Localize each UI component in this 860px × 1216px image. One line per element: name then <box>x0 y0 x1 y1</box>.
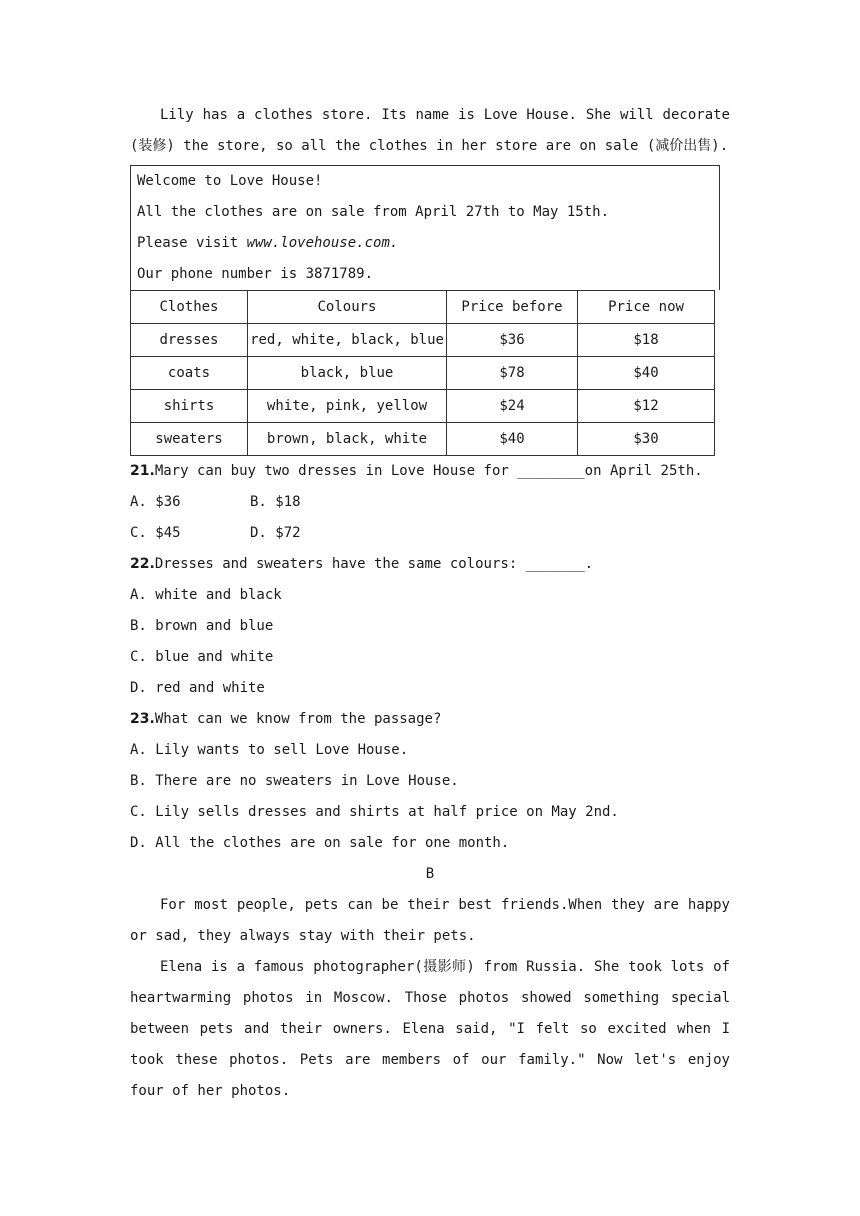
notice-welcome: Welcome to Love House! <box>137 173 323 189</box>
notice-url[interactable]: www.lovehouse.com. <box>246 235 399 251</box>
table-cell: sweaters <box>131 423 248 456</box>
option-c[interactable]: C. Lily sells dresses and shirts at half price on May 2nd. <box>130 804 619 820</box>
table-header: Price before <box>447 291 578 324</box>
table-cell: $18 <box>578 324 715 357</box>
document-page <box>130 100 730 1107</box>
table-row <box>131 423 715 456</box>
option-b[interactable]: B. There are no sweaters in Love House. <box>130 773 459 789</box>
option-b[interactable]: B. brown and blue <box>130 618 274 634</box>
table-cell: white, pink, yellow <box>248 390 447 423</box>
store-notice <box>130 165 720 290</box>
option-d[interactable]: D. All the clothes are on sale for one month. <box>130 835 510 851</box>
question-text: What can we know from the passage? <box>154 711 442 727</box>
option-c[interactable]: C. $45 <box>130 525 181 541</box>
question-number: 22. <box>130 556 155 572</box>
question-number: 21. <box>130 463 155 479</box>
notice-visit <box>137 228 719 259</box>
question-22 <box>130 549 730 580</box>
intro-paragraph: Lily has a clothes store. Its name is Love House. She will decorate (装修) the store, so all the clothes in her store are on sale (减价出售). <box>130 107 730 154</box>
option-d[interactable]: D. red and white <box>130 680 265 696</box>
price-table <box>130 290 715 456</box>
section-heading: B <box>425 866 435 882</box>
table-row <box>131 357 715 390</box>
table-row <box>131 390 715 423</box>
table-cell: $78 <box>447 357 578 390</box>
question-21 <box>130 456 730 487</box>
table-header: Price now <box>578 291 715 324</box>
table-cell: $36 <box>447 324 578 357</box>
option-c[interactable]: C. blue and white <box>130 649 274 665</box>
question-text: Mary can buy two dresses in Love House for ________on April 25th. <box>154 463 703 479</box>
table-header-row <box>131 291 715 324</box>
table-cell: brown, black, white <box>248 423 447 456</box>
section-b-paragraph-2: Elena is a famous photographer(摄影师) from Russia. She took lots of heartwarming photos in Moscow. Those photos showed something special between pets and their owners. Elena said, "I felt so excited when I took these photos. Pets are members of our family." Now let's enjoy four of her photos. <box>130 959 730 1099</box>
question-number: 23. <box>130 711 155 727</box>
table-header: Clothes <box>131 291 248 324</box>
option-a[interactable]: A. $36 <box>130 494 181 510</box>
notice-sale-dates: All the clothes are on sale from April 27th to May 15th. <box>137 204 610 220</box>
table-header: Colours <box>248 291 447 324</box>
table-cell: $12 <box>578 390 715 423</box>
question-23 <box>130 704 730 735</box>
notice-visit-prefix: Please visit <box>137 235 247 251</box>
table-cell: black, blue <box>248 357 447 390</box>
table-cell: $24 <box>447 390 578 423</box>
option-b[interactable]: B. $18 <box>250 494 301 510</box>
table-cell: red, white, black, blue <box>248 324 447 357</box>
table-cell: $40 <box>578 357 715 390</box>
option-d[interactable]: D. $72 <box>250 525 301 541</box>
table-cell: $30 <box>578 423 715 456</box>
question-text: Dresses and sweaters have the same colours: _______. <box>154 556 594 572</box>
table-cell: shirts <box>131 390 248 423</box>
options-row <box>130 518 730 549</box>
notice-phone: Our phone number is 3871789. <box>137 266 374 282</box>
table-cell: dresses <box>131 324 248 357</box>
section-b-paragraph-1: For most people, pets can be their best friends.When they are happy or sad, they always stay with their pets. <box>130 897 730 944</box>
table-cell: coats <box>131 357 248 390</box>
table-cell: $40 <box>447 423 578 456</box>
option-a[interactable]: A. white and black <box>130 587 282 603</box>
table-row <box>131 324 715 357</box>
option-a[interactable]: A. Lily wants to sell Love House. <box>130 742 409 758</box>
options-row <box>130 487 730 518</box>
